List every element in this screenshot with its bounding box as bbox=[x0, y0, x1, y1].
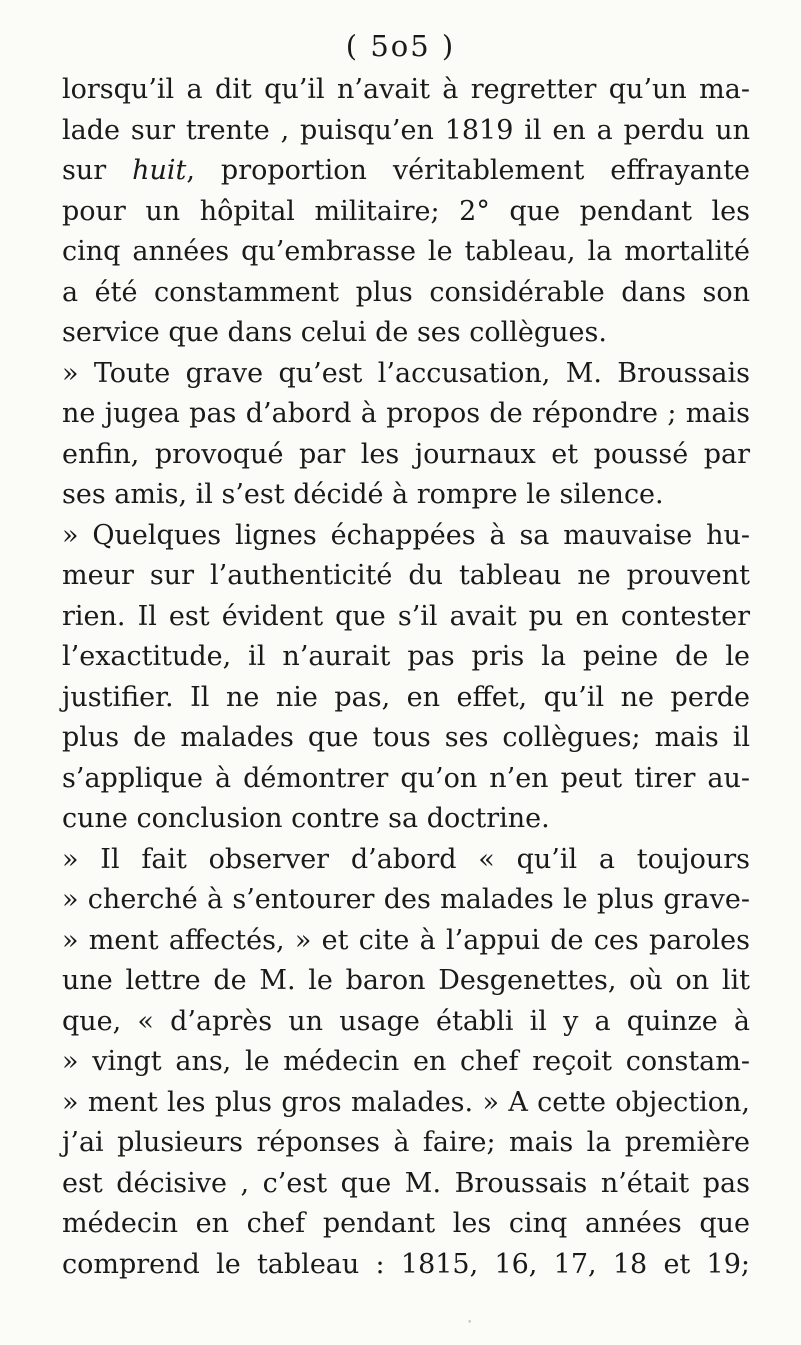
page-number: ( 5o5 ) bbox=[345, 29, 456, 63]
text-line: » vingt ans, le médecin en chef reçoit constam- bbox=[62, 1046, 750, 1077]
text-line: enfin, provoqué par les journaux et poussé par bbox=[62, 438, 750, 470]
text-line: rien. Il est évident que s’il avait pu en contester bbox=[62, 600, 750, 632]
text-line: est décisive , c’est que M. Broussais n’était pas bbox=[62, 1167, 750, 1199]
italic-word: huit bbox=[132, 155, 187, 186]
text-line: que, « d’après un usage établi il y a quinze à bbox=[62, 1005, 750, 1037]
text-line: cinq années qu’embrasse le tableau, la mortalité bbox=[62, 236, 750, 267]
stray-ink-mark: • bbox=[467, 1318, 473, 1328]
text-span: sur bbox=[62, 155, 133, 186]
text-line: ses amis, il s’est décidé à rompre le silence. bbox=[62, 479, 664, 510]
text-line: meur sur l’authenticité du tableau ne prouvent bbox=[62, 560, 750, 591]
text-line: une lettre de M. le baron Desgenettes, où on lit bbox=[62, 965, 750, 996]
body-text bbox=[62, 70, 750, 1285]
text-line: » Quelques lignes échappées à sa mauvaise hu- bbox=[62, 519, 750, 551]
text-line: » cherché à s’entourer des malades le plus grave- bbox=[62, 884, 750, 915]
text-span: , proportion véritablement effrayante bbox=[186, 155, 750, 186]
text-line: comprend le tableau : 1815, 16, 17, 18 et 19; bbox=[62, 1248, 750, 1280]
text-line: » ment les plus gros malades. » A cette objection, bbox=[62, 1086, 750, 1118]
text-line: l’exactitude, il n’aurait pas pris la peine de le bbox=[62, 641, 750, 672]
text-line: ne jugea pas d’abord à propos de répondre ; mais bbox=[62, 398, 750, 429]
text-line: j’ai plusieurs réponses à faire; mais la première bbox=[62, 1127, 750, 1158]
text-line: pour un hôpital militaire; 2° que pendant les bbox=[62, 195, 750, 227]
text-line: s’applique à démontrer qu’on n’en peut tirer au- bbox=[62, 762, 750, 794]
text-line: a été constamment plus considérable dans son bbox=[62, 276, 750, 308]
text-line: » Il fait observer d’abord « qu’il a toujours bbox=[62, 843, 750, 875]
text-line: plus de malades que tous ses collègues; mais il bbox=[62, 722, 750, 753]
text-line: » Toute grave qu’est l’accusation, M. Broussais bbox=[62, 357, 750, 389]
text-line: » ment affectés, » et cite à l’appui de ces paroles bbox=[62, 924, 750, 956]
text-line: cune conclusion contre sa doctrine. bbox=[62, 803, 550, 834]
text-line: médecin en chef pendant les cinq années que bbox=[62, 1208, 750, 1239]
text-line: lade sur trente , puisqu’en 1819 il en a perdu un bbox=[62, 114, 750, 146]
text-line bbox=[62, 151, 750, 192]
text-line: lorsqu’il a dit qu’il n’avait à regretter qu’un ma- bbox=[62, 74, 750, 105]
text-line: service que dans celui de ses collègues. bbox=[62, 317, 607, 348]
text-line: justifier. Il ne nie pas, en effet, qu’il ne perde bbox=[62, 681, 750, 713]
